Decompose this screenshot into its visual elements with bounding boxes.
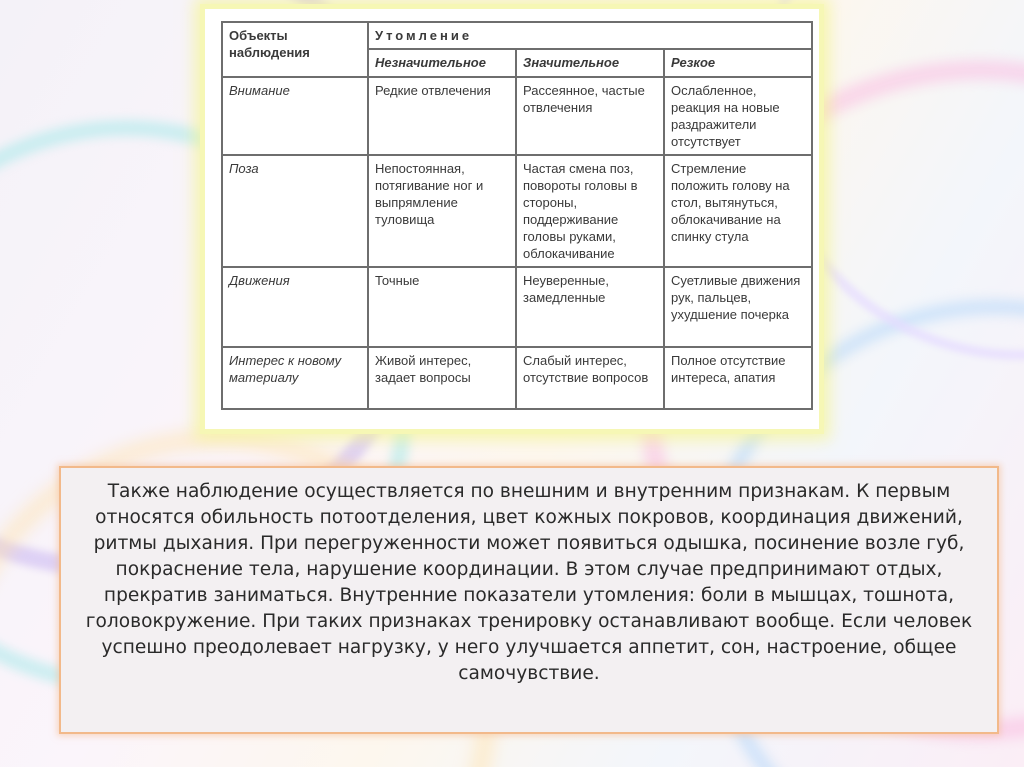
description-box bbox=[59, 466, 999, 734]
cell-severe: Ослабленное, реакция на новые раздражители отсутствует bbox=[664, 77, 812, 155]
cell-significant: Рассеянное, частые отвлечения bbox=[516, 77, 664, 155]
header-objects: Объекты наблюдения bbox=[222, 22, 368, 77]
header-level-slight: Незначительное bbox=[368, 49, 516, 77]
table-row bbox=[222, 267, 812, 347]
cell-significant: Слабый интерес, отсутствие вопросов bbox=[516, 347, 664, 409]
description-paragraph: Также наблюдение осуществляется по внешним и внутренним признакам. К первым относятся обильность потоотделения, цвет кожных покровов, координация движений, ритмы дыхания. При перегруженности может появиться одышка, посинение возле губ, покраснение тела, нарушение координации. В этом случае предпринимают отдых, прекратив заниматься. Внутренние показатели утомления: боли в мышцах, тошнота, головокружение. При таких признаках тренировку останавливают вообще. Если человек успешно преодолевает нагрузку, у него улучшается аппетит, сон, настроение, общее самочувствие. bbox=[85, 481, 973, 684]
cell-severe: Полное отсутствие интереса, апатия bbox=[664, 347, 812, 409]
row-object: Интерес к новому материалу bbox=[222, 347, 368, 409]
header-level-severe: Резкое bbox=[664, 49, 812, 77]
fatigue-table-image bbox=[200, 4, 824, 434]
fatigue-table bbox=[221, 21, 813, 410]
table-row bbox=[222, 77, 812, 155]
cell-significant: Частая смена поз, повороты головы в стороны, поддерживание головы руками, облокачивание bbox=[516, 155, 664, 267]
cell-significant: Неуверенные, замедленные bbox=[516, 267, 664, 347]
row-object: Движения bbox=[222, 267, 368, 347]
cell-severe: Суетливые движения рук, пальцев, ухудшение почерка bbox=[664, 267, 812, 347]
table-row bbox=[222, 155, 812, 267]
cell-severe: Стремление положить голову на стол, вытянуться, облокачивание на спинку стула bbox=[664, 155, 812, 267]
header-fatigue: Утомление bbox=[368, 22, 812, 49]
cell-slight: Точные bbox=[368, 267, 516, 347]
cell-slight: Редкие отвлечения bbox=[368, 77, 516, 155]
row-object: Поза bbox=[222, 155, 368, 267]
header-level-significant: Значительное bbox=[516, 49, 664, 77]
table-row bbox=[222, 347, 812, 409]
cell-slight: Непостоянная, потягивание ног и выпрямление туловища bbox=[368, 155, 516, 267]
row-object: Внимание bbox=[222, 77, 368, 155]
cell-slight: Живой интерес, задает вопросы bbox=[368, 347, 516, 409]
